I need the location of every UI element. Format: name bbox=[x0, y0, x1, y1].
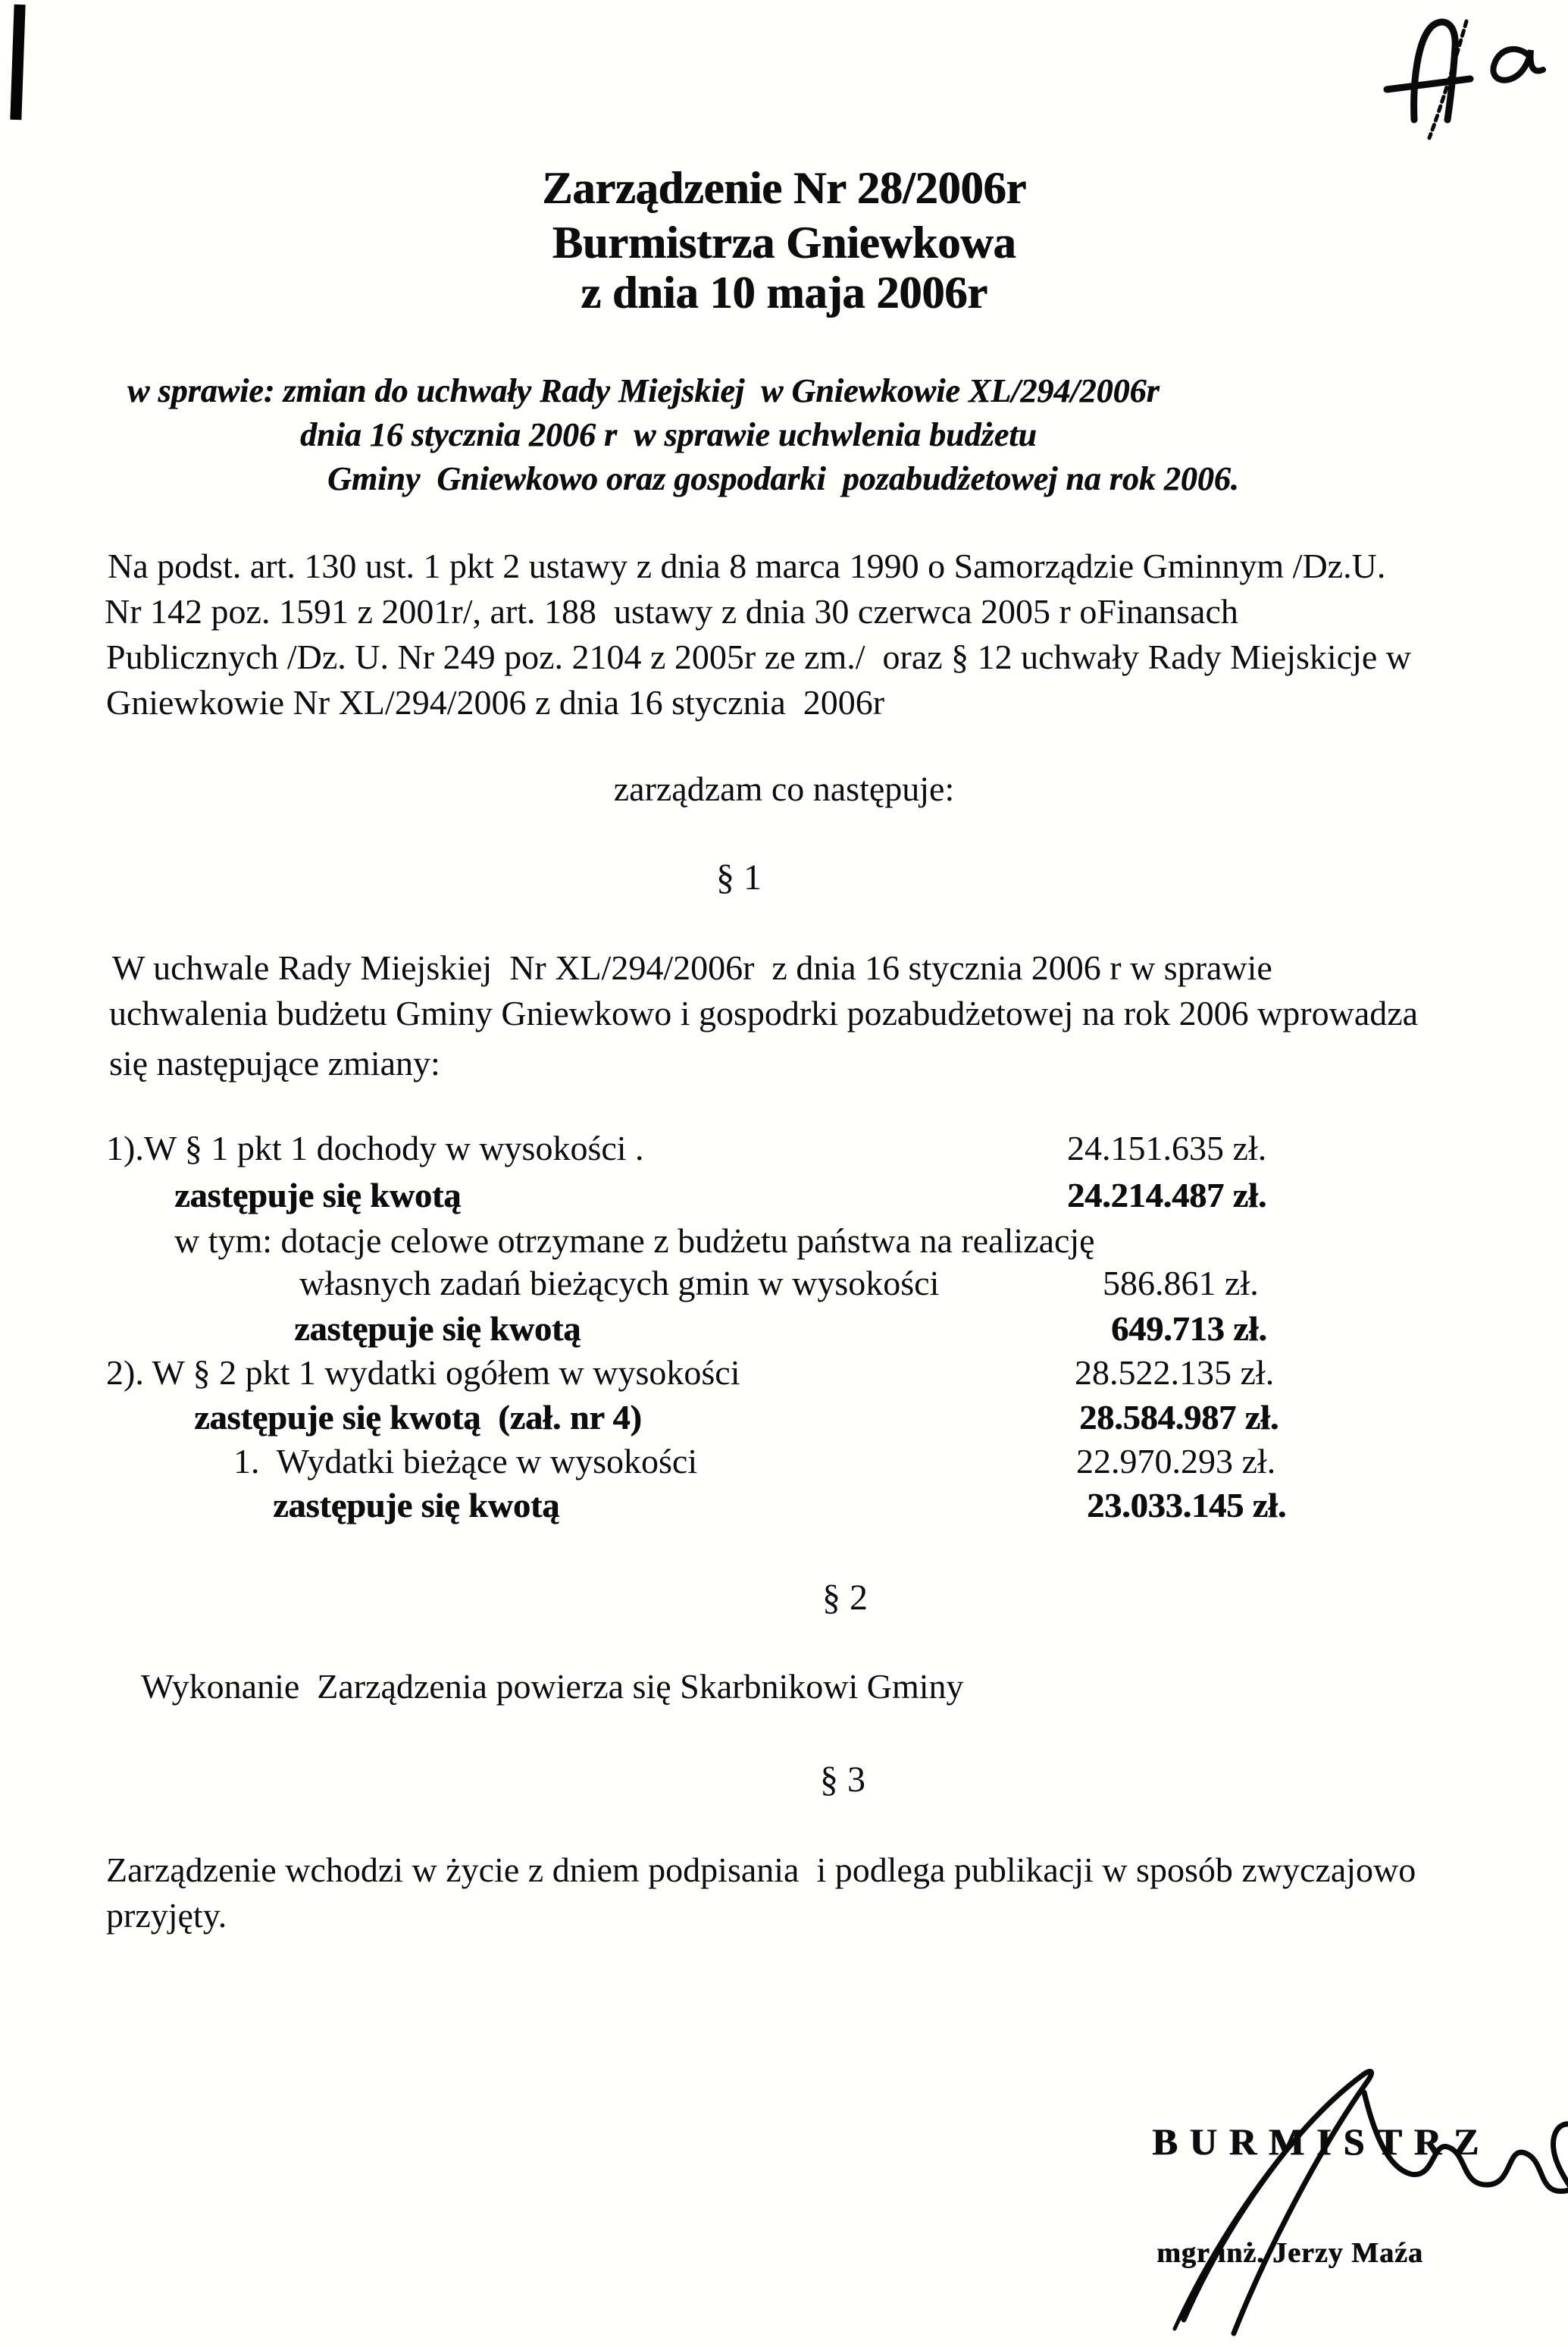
legal-basis-line-4: Gniewkowie Nr XL/294/2006 z dnia 16 stycznia 2006r bbox=[106, 683, 885, 722]
change-row bbox=[0, 1441, 1568, 1481]
row-label: 2). W § 2 pkt 1 wydatki ogółem w wysokości bbox=[106, 1353, 740, 1392]
section-2-mark: § 2 bbox=[822, 1578, 868, 1618]
row-amount: 22.970.293 zł. bbox=[1076, 1442, 1276, 1481]
legal-basis-line-3: Publicznych /Dz. U. Nr 249 poz. 2104 z 2005r ze zm./ oraz § 12 uchwały Rady Miejskicje w bbox=[106, 638, 1412, 676]
row-label: zastępuje się kwotą bbox=[294, 1309, 581, 1348]
row-amount: 24.214.487 zł. bbox=[1067, 1176, 1267, 1214]
subject-line-2: dnia 16 stycznia 2006 r w sprawie uchwlenia budżetu bbox=[300, 416, 1037, 453]
row-label: 1).W § 1 pkt 1 dochody w wysokości . bbox=[106, 1129, 644, 1167]
scan-artifact-bar bbox=[10, 5, 25, 120]
section-3-line-1: Zarządzenie wchodzi w życie z dniem podpisania i podlega publikacji w sposób zwyczajowo bbox=[106, 1850, 1416, 1889]
subject-line-1: w sprawie: zmian do uchwały Rady Miejskiej w Gniewkowie XL/294/2006r bbox=[127, 372, 1160, 409]
row-label: zastępuje się kwotą (zał. nr 4) bbox=[194, 1398, 642, 1437]
legal-basis-line-2: Nr 142 poz. 1591 z 2001r/, art. 188 ustawy z dnia 30 czerwca 2005 r oFinansach bbox=[105, 592, 1238, 631]
change-row bbox=[0, 1308, 1568, 1348]
row-amount: 23.033.145 zł. bbox=[1087, 1486, 1287, 1524]
change-row bbox=[0, 1221, 1568, 1260]
row-amount: 649.713 zł. bbox=[1111, 1309, 1267, 1348]
subject-line-3: Gminy Gniewkowo oraz gospodarki pozabudżetowej na rok 2006. bbox=[327, 460, 1239, 497]
change-row bbox=[0, 1352, 1568, 1392]
legal-basis-line-1: Na podst. art. 130 ust. 1 pkt 2 ustawy z dnia 8 marca 1990 o Samorządzie Gminnym /Dz.U. bbox=[108, 547, 1386, 585]
title-line-1: Zarządzenie Nr 28/2006r bbox=[542, 163, 1026, 213]
change-row bbox=[0, 1485, 1568, 1524]
change-row bbox=[0, 1175, 1568, 1214]
row-label: 1. Wydatki bieżące w wysokości bbox=[233, 1442, 698, 1481]
row-amount: 28.584.987 zł. bbox=[1079, 1398, 1279, 1437]
signature-name-stamp: mgr inż. Jerzy Maźa bbox=[1156, 2237, 1423, 2269]
ordering-clause: zarządzam co następuje: bbox=[613, 769, 955, 808]
row-label: własnych zadań bieżących gmin w wysokości bbox=[299, 1264, 940, 1302]
row-amount: 586.861 zł. bbox=[1103, 1264, 1259, 1302]
section-1-intro-line-3: się następujące zmiany: bbox=[109, 1044, 440, 1083]
section-1-mark: § 1 bbox=[716, 857, 762, 898]
change-row bbox=[0, 1397, 1568, 1437]
section-2-text: Wykonanie Zarządzenia powierza się Skarbnikowi Gminy bbox=[141, 1667, 964, 1706]
row-label: w tym: dotacje celowe otrzymane z budżetu państwa na realizację bbox=[174, 1221, 1095, 1260]
row-amount: 28.522.135 zł. bbox=[1075, 1353, 1275, 1392]
section-1-intro-line-1: W uchwale Rady Miejskiej Nr XL/294/2006r z dnia 16 stycznia 2006 r w sprawie bbox=[112, 948, 1272, 987]
row-label: zastępuje się kwotą bbox=[174, 1176, 462, 1214]
row-label: zastępuje się kwotą bbox=[273, 1486, 560, 1524]
signature-scribble bbox=[1137, 2047, 1568, 2347]
signature-role-stamp: BURMISTRZ bbox=[1152, 2120, 1491, 2163]
section-3-line-2: przyjęty. bbox=[106, 1896, 227, 1935]
change-row bbox=[0, 1263, 1568, 1302]
section-1-intro-line-2: uchwalenia budżetu Gminy Gniewkowo i gospodrki pozabudżetowej na rok 2006 wprowadza bbox=[109, 994, 1419, 1032]
row-amount: 24.151.635 zł. bbox=[1067, 1129, 1267, 1167]
section-3-mark: § 3 bbox=[820, 1759, 865, 1800]
title-line-3: z dnia 10 maja 2006r bbox=[581, 268, 987, 318]
change-row bbox=[0, 1128, 1568, 1167]
filing-annotation-handwriting bbox=[1357, 0, 1568, 174]
title-line-2: Burmistrza Gniewkowa bbox=[552, 218, 1016, 268]
